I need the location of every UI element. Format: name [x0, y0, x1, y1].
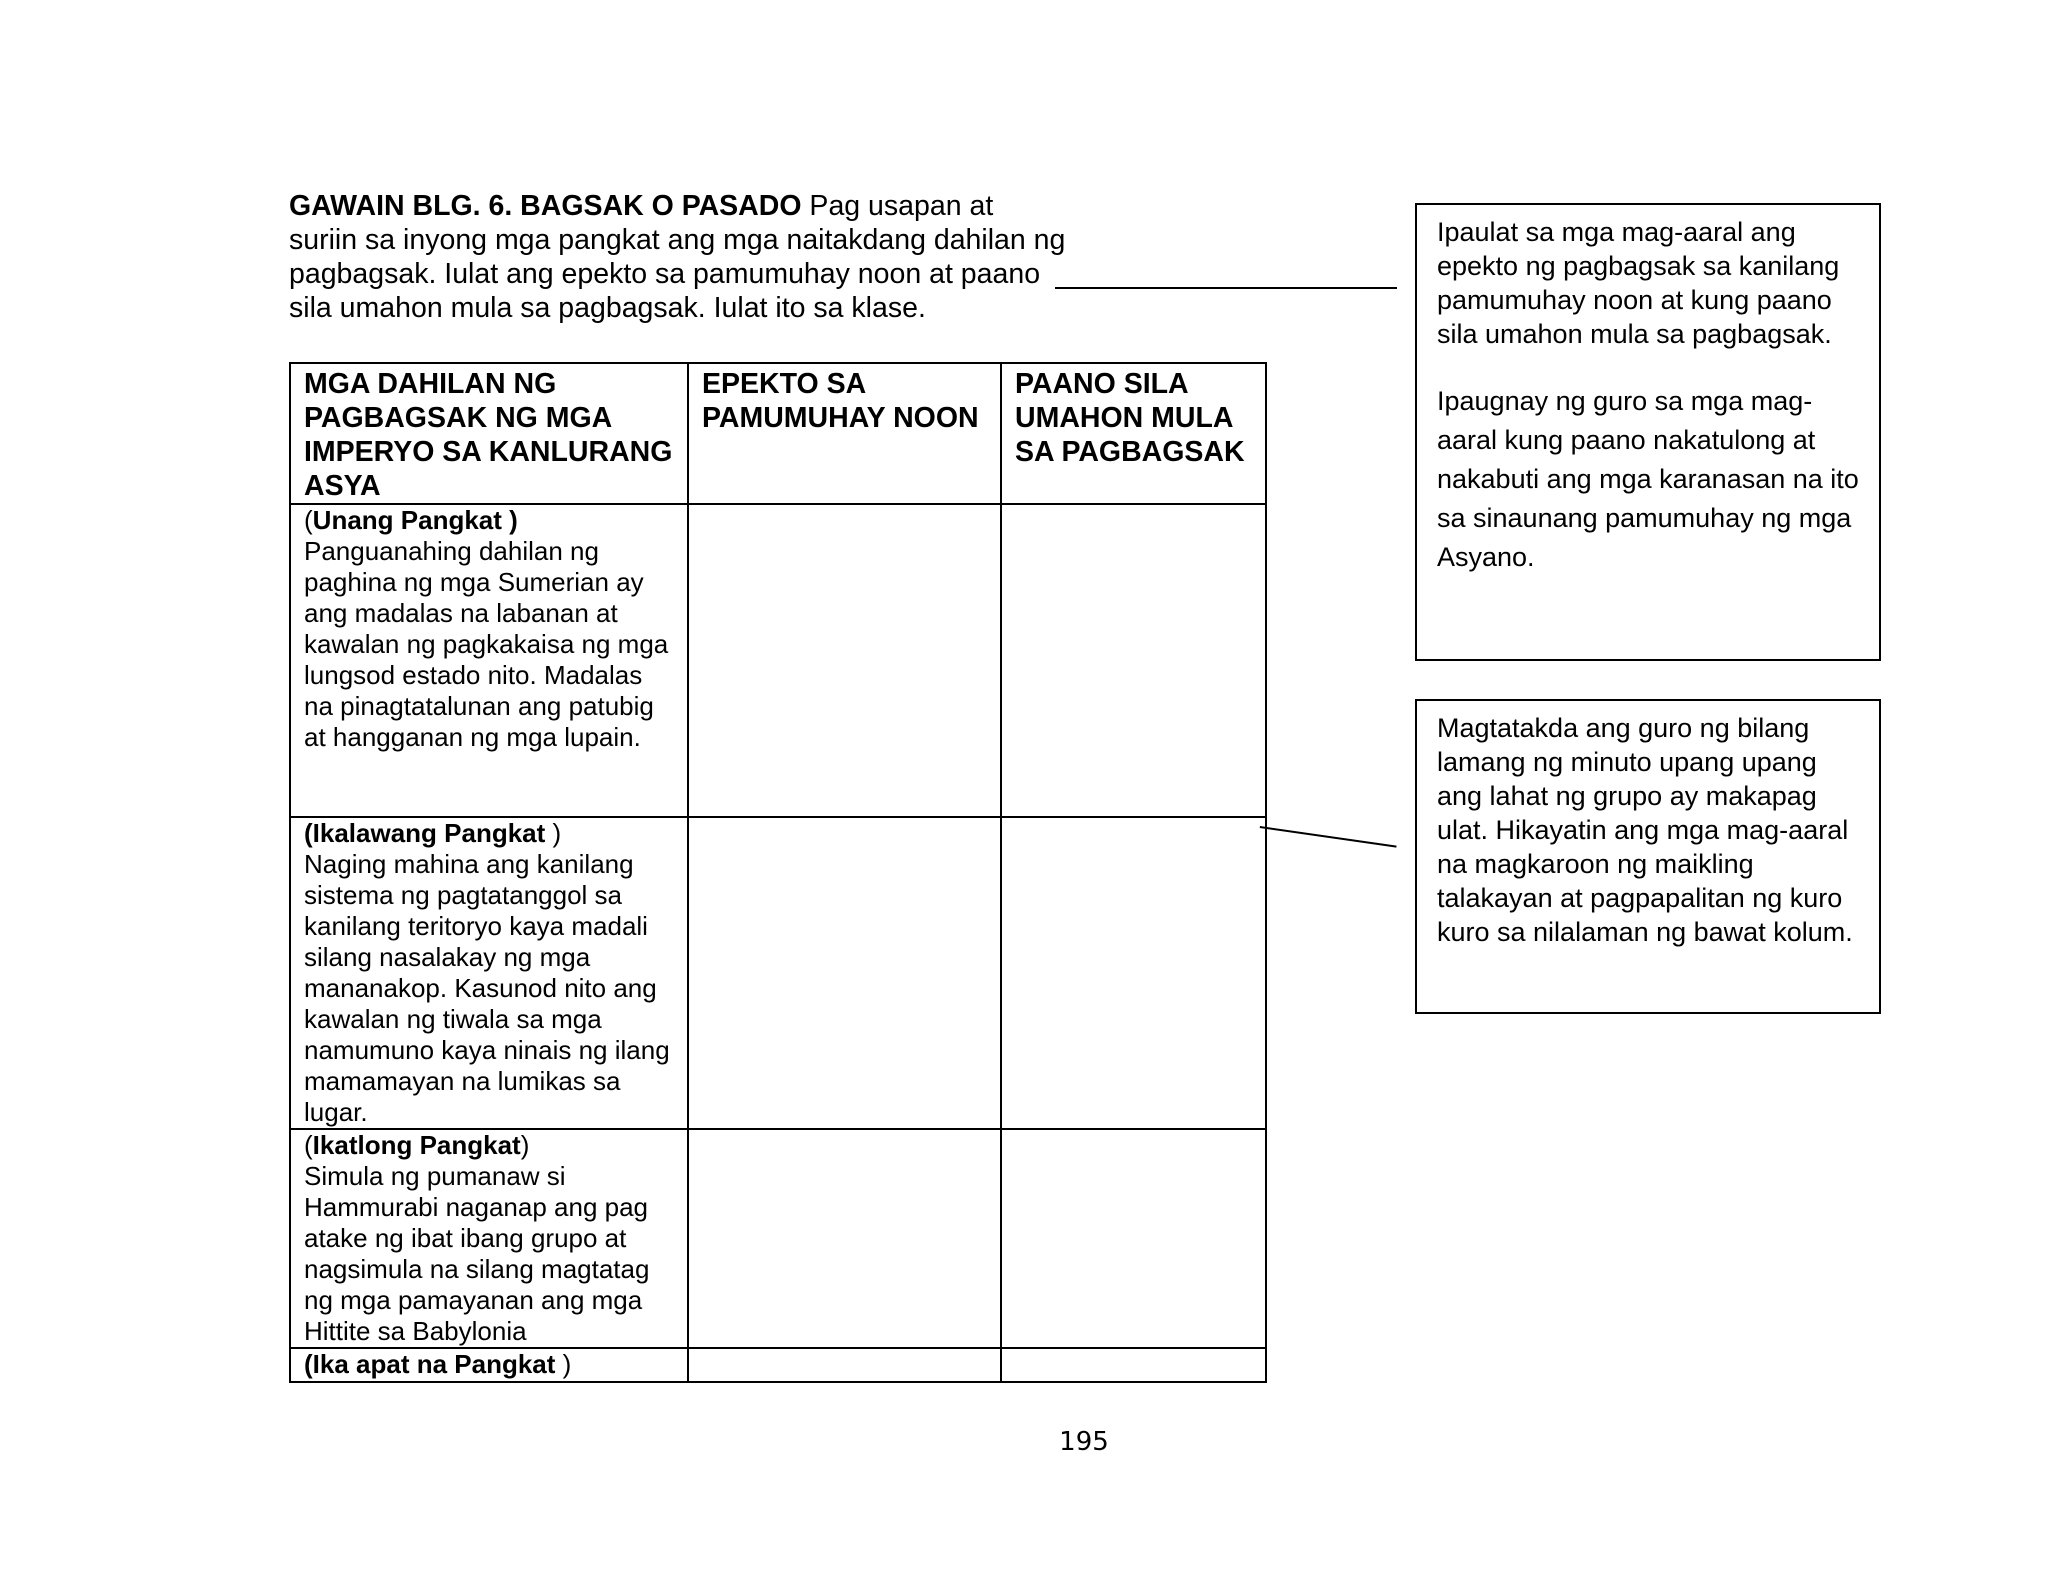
header-recovery: PAANO SILA UMAHON MULA SA PAGBAGSAK: [1001, 363, 1266, 504]
effect-cell: [688, 1129, 1001, 1348]
callout-leader-line: [1055, 287, 1397, 289]
cause-text: Simula ng pumanaw si Hammurabi naganap ang pag atake ng ibat ibang grupo at nagsimula na silang magtatag ng mga pamayanan ang mga Hittite sa Babylonia: [304, 1161, 650, 1346]
cause-text: Panguanahing dahilan ng paghina ng mga Sumerian ay ang madalas na labanan at kawalan ng pagkakaisa ng mga lungsod estado nito. Madalas na pinagtatalunan ang patubig at hangganan ng mga lupain.: [304, 536, 669, 752]
recovery-cell: [1001, 817, 1266, 1129]
header-effects: EPEKTO SA PAMUMUHAY NOON: [688, 363, 1001, 504]
page-number: 195: [1059, 1427, 1109, 1457]
effect-cell: [688, 817, 1001, 1129]
cause-cell: [290, 817, 688, 1129]
activity-title: GAWAIN BLG. 6. BAGSAK O PASADO: [289, 190, 802, 222]
activity-instructions: [289, 189, 1069, 325]
group-label: (Ikatlong Pangkat): [304, 1130, 530, 1160]
group-label: (Ikalawang Pangkat ): [304, 818, 562, 848]
table-row: [290, 817, 1266, 1129]
table-row: [290, 1129, 1266, 1348]
effect-cell: [688, 504, 1001, 817]
table-header-row: [290, 363, 1266, 504]
cause-cell: [290, 1348, 688, 1382]
cause-cell: [290, 504, 688, 817]
teacher-note-timing: [1415, 699, 1881, 1014]
note-text: Magtatakda ang guro ng bilang lamang ng minuto upang upang ang lahat ng grupo ay makapag ulat. Hikayatin ang mga mag-aaral na magkaroon ng maikling talakayan at pagpapalitan ng kuro kuro sa nilalaman ng bawat kolum.: [1437, 713, 1853, 947]
group-label: (Unang Pangkat ): [304, 505, 518, 535]
table-row: [290, 504, 1266, 817]
callout-connector-line: [1260, 826, 1397, 848]
cause-cell: [290, 1129, 688, 1348]
header-causes: MGA DAHILAN NG PAGBAGSAK NG MGA IMPERYO SA KANLURANG ASYA: [290, 363, 688, 504]
activity-table: [289, 362, 1267, 1383]
table-row: [290, 1348, 1266, 1382]
note-text: Ipaugnay ng guro sa mga mag-aaral kung paano nakatulong at nakabuti ang mga karanasan na ito sa sinaunang pamumuhay ng mga Asyano.: [1437, 386, 1859, 572]
recovery-cell: [1001, 1348, 1266, 1382]
recovery-cell: [1001, 1129, 1266, 1348]
group-label: (Ika apat na Pangkat ): [304, 1349, 572, 1379]
note-text: Ipaulat sa mga mag-aaral ang epekto ng pagbagsak sa kanilang pamumuhay noon at kung paano sila umahon mula sa pagbagsak.: [1437, 217, 1840, 349]
teacher-note-reporting: [1415, 203, 1881, 661]
effect-cell: [688, 1348, 1001, 1382]
activity-text: Pag usapan at suriin sa inyong mga pangkat ang mga naitakdang dahilan ng pagbagsak. Iulat ang epekto sa pamumuhay noon at paano sila umahon mula sa pagbagsak. Iulat ito sa klase.: [289, 190, 1066, 324]
recovery-cell: [1001, 504, 1266, 817]
cause-text: Naging mahina ang kanilang sistema ng pagtatanggol sa kanilang teritoryo kaya madali silang nasalakay ng mga mananakop. Kasunod nito ang kawalan ng tiwala sa mga namumuno kaya ninais ng ilang mamamayan na lumikas sa lugar.: [304, 849, 670, 1127]
